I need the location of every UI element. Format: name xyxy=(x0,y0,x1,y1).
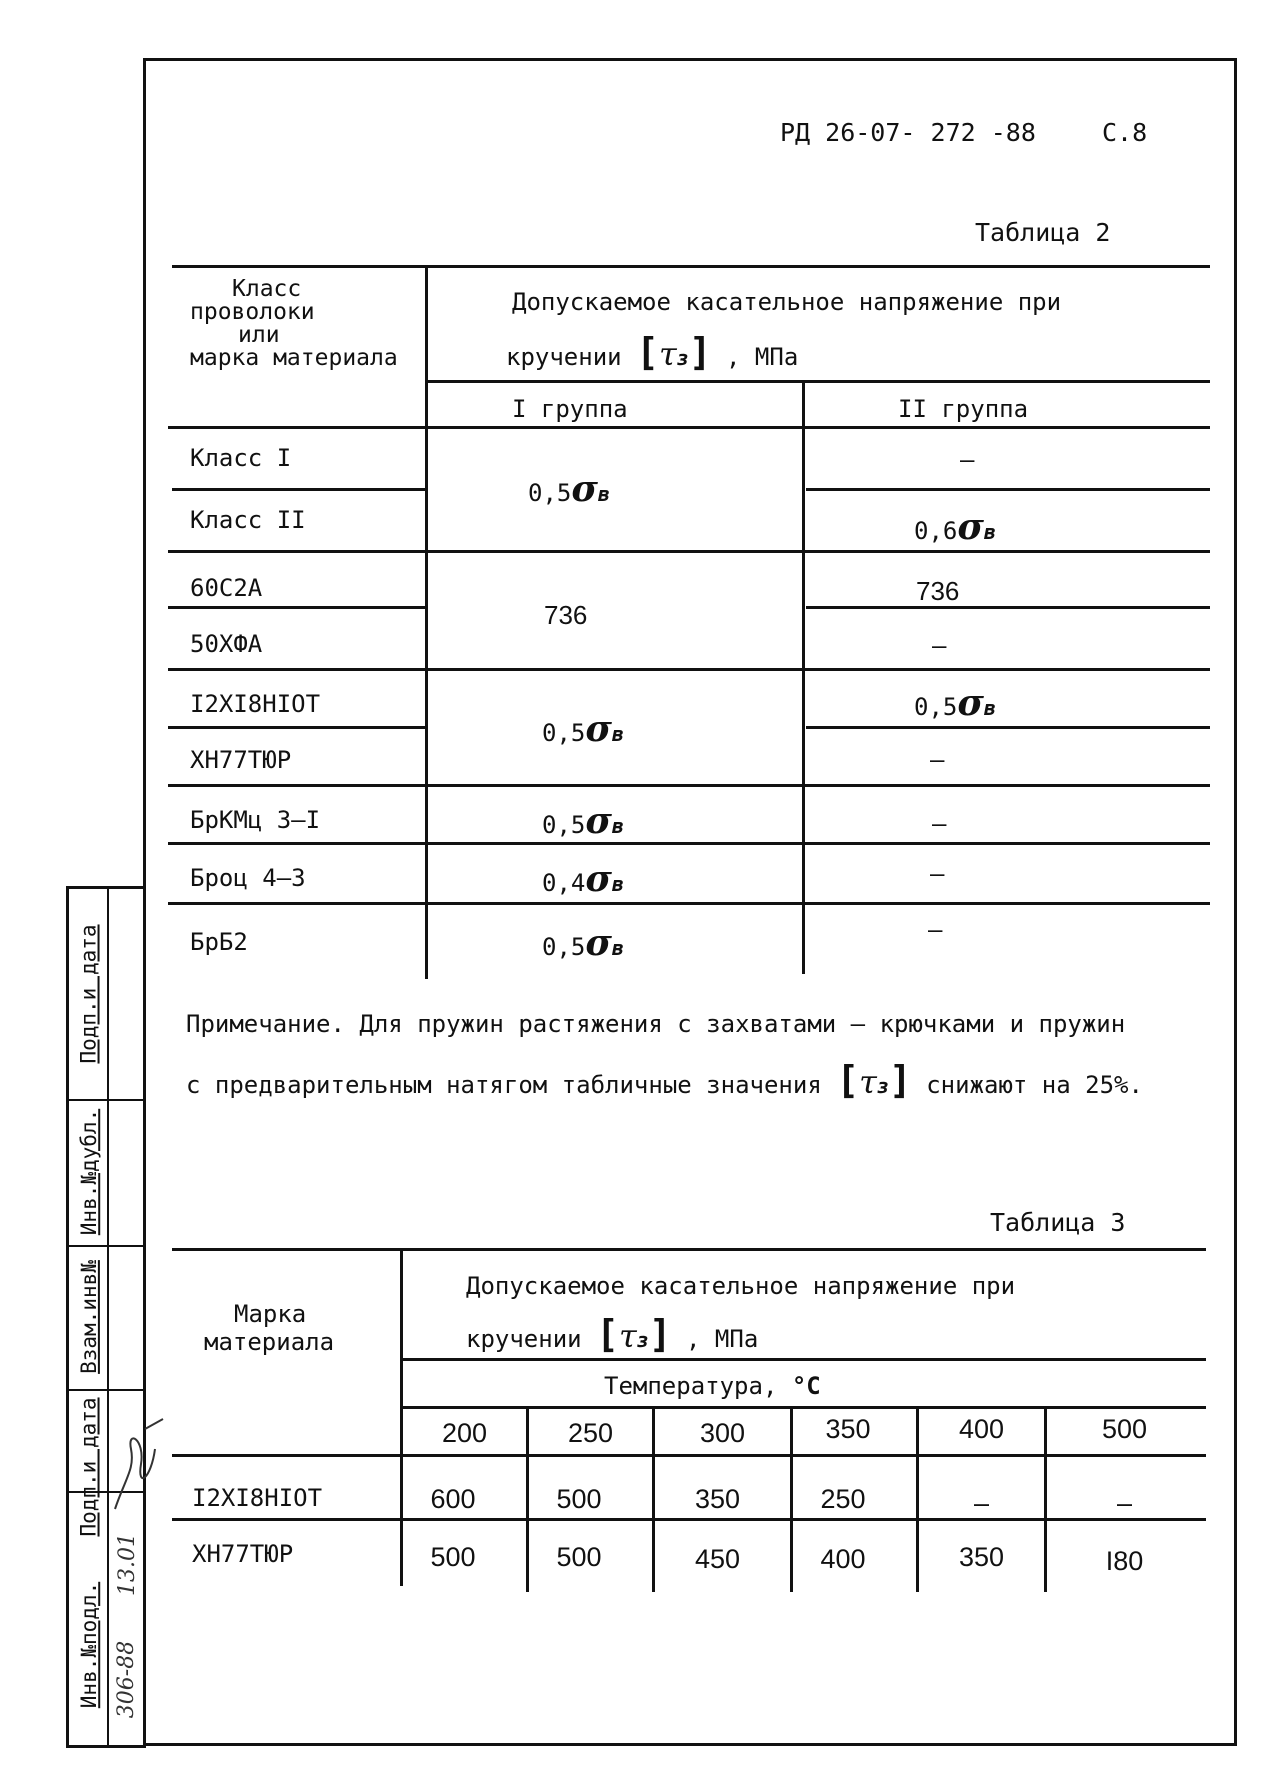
table3-cell: 600 xyxy=(430,1484,476,1514)
table2-row-name: 50ХФА xyxy=(190,630,263,658)
stamp-handwritten-inv-number: 306-88 xyxy=(114,1640,140,1718)
stamp-label-sign-date-top: Подп.и дата xyxy=(77,924,102,1064)
table2-group2-value: 0,6σв xyxy=(914,506,996,548)
table3-row-name: I2XI8HIOT xyxy=(192,1484,323,1512)
table3-temp-header: 250 xyxy=(567,1418,614,1448)
table2-group2-value: – xyxy=(928,916,943,944)
stamp-column xyxy=(66,886,146,1748)
stamp-label-vzam-inv: Взам.инв№ xyxy=(77,1260,102,1374)
table3-main-header-line2: кручении [𝜏з] , МПа xyxy=(466,1312,759,1356)
table3-col1-header-1: Марка xyxy=(234,1300,307,1328)
table2-group2-value: 0,5σв xyxy=(914,682,996,724)
table2-caption: Таблица 2 xyxy=(975,218,1111,247)
table3-cell: 250 xyxy=(820,1484,866,1514)
table2-row-name: 60С2А xyxy=(190,574,263,602)
table2-col1-header-1: Класс xyxy=(232,276,302,302)
table2-main-header-line1: Допускаемое касательное напряжение при xyxy=(512,288,1062,316)
table2-brkmc-group1-value: 0,5σв xyxy=(542,800,624,842)
signature-image xyxy=(105,1409,165,1519)
table3-cell: 500 xyxy=(556,1542,602,1572)
note-line1: Примечание. Для пружин растяжения с захватами – крючками и пружин xyxy=(186,1010,1126,1038)
table2-klass-group1-value: 0,5σв xyxy=(528,468,610,510)
stamp-handwritten-date: 13.01 xyxy=(114,1532,140,1596)
table2-group2-value: – xyxy=(932,632,947,660)
table2-row-name: БрБ2 xyxy=(190,928,248,956)
table2-group2-value: – xyxy=(932,810,947,838)
table3-cell: 450 xyxy=(694,1544,741,1574)
table2-row-name: Броц 4–3 xyxy=(190,864,306,892)
table2-col1-header-2: проволоки xyxy=(190,299,315,325)
table3-cell: 500 xyxy=(430,1542,476,1572)
table2-row-name: Класс II xyxy=(190,506,306,534)
table2-col1-header-4: марка материала xyxy=(190,345,398,371)
table2-row-name: БрКМц 3–I xyxy=(190,806,321,834)
table2-group1-header: I группа xyxy=(512,395,628,423)
table2-group2-value: 736 xyxy=(916,576,960,606)
document-code: РД 26-07- 272 -88 xyxy=(780,118,1036,147)
table2-group2-header: II группа xyxy=(898,395,1029,423)
table3-cell: 350 xyxy=(958,1542,1005,1572)
table2-group2-value: – xyxy=(960,446,975,474)
table3-cell: 350 xyxy=(694,1484,741,1514)
table3-row-name: ХН77ТЮР xyxy=(192,1540,294,1568)
table3-temperature-label: Температура, °С xyxy=(604,1372,821,1400)
table3-caption: Таблица 3 xyxy=(990,1208,1126,1237)
table2-row-name: Класс I xyxy=(190,444,292,472)
stamp-label-inv-dubl: Инв.№дубл. xyxy=(77,1108,101,1236)
table3-temp-header: 500 xyxy=(1101,1414,1148,1444)
stamp-label-inv-podl: Инв.№подл. xyxy=(77,1581,101,1709)
table3-cell: I80 xyxy=(1105,1546,1144,1576)
table3-temp-header: 200 xyxy=(441,1418,488,1448)
table2-group2-value: – xyxy=(930,746,945,774)
page-number: С.8 xyxy=(1102,118,1148,147)
table3-cell: 500 xyxy=(556,1484,602,1514)
table3-col1-header-2: материала xyxy=(204,1328,335,1356)
table3-cell: 400 xyxy=(820,1544,866,1574)
table3-cell: – xyxy=(973,1488,990,1518)
table2-row-name: ХН77ТЮР xyxy=(190,746,292,774)
table2-brb2-group1-value: 0,5σв xyxy=(542,922,624,964)
table3-cell: – xyxy=(1116,1488,1133,1518)
table2-alloy-group1-value: 0,5σв xyxy=(542,708,624,750)
table2-main-header-line2: кручении [𝜏з] , МПа xyxy=(506,330,799,374)
stamp-label-sign-date: Подп.и дата xyxy=(77,1397,102,1537)
table2-steel-group1-value: 736 xyxy=(544,600,588,630)
table3-main-header-line1: Допускаемое касательное напряжение при xyxy=(466,1272,1016,1300)
table2-broc-group1-value: 0,4σв xyxy=(542,858,624,900)
note-line2: с предварительным натягом табличные значения [𝜏з] снижают на 25%. xyxy=(186,1058,1143,1102)
table3-temp-header: 350 xyxy=(825,1414,871,1444)
table3-temp-header: 400 xyxy=(958,1414,1005,1444)
table2-group2-value: – xyxy=(930,860,945,888)
table2-row-name: I2XI8HIOT xyxy=(190,690,321,718)
table3-temp-header: 300 xyxy=(699,1418,746,1448)
table2-col1-header-3: или xyxy=(238,322,280,348)
